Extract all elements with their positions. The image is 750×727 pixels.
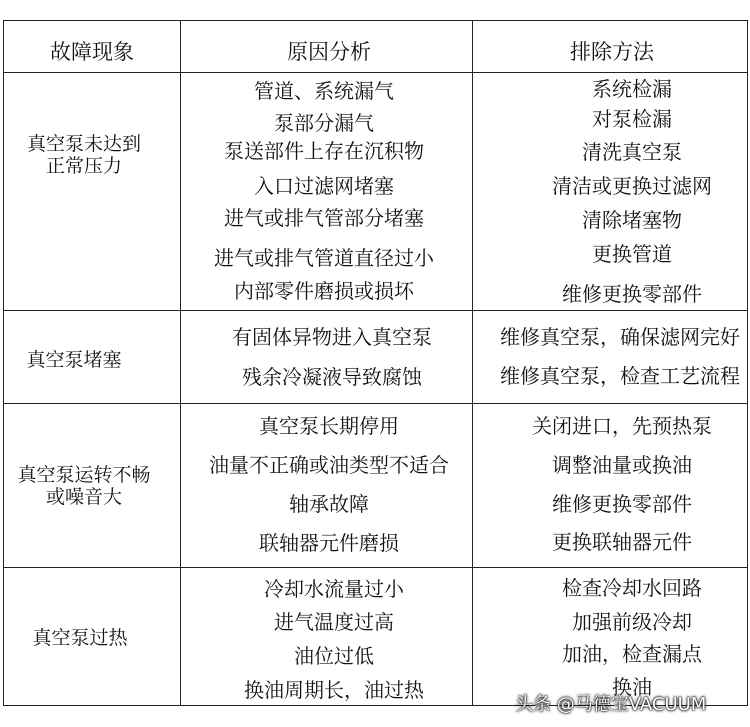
cause-item: 油量不正确或油类型不适合 [209, 453, 449, 477]
symptom-row3-line1: 真空泵运转不畅 [17, 464, 151, 486]
symptom-row1-line1: 真空泵未达到 [26, 133, 142, 155]
fix-item: 维修真空泵，确保滤网完好 [500, 325, 740, 349]
cause-item: 冷却水流量过小 [264, 577, 404, 601]
column-divider [180, 21, 181, 705]
header-cause: 原因分析 [287, 40, 371, 64]
fix-item: 清除堵塞物 [582, 208, 682, 232]
header-divider [4, 72, 747, 73]
fix-item: 清洁或更换过滤网 [552, 174, 712, 198]
fix-item: 换油 [612, 675, 652, 699]
fix-item: 更换联轴器元件 [552, 530, 692, 554]
fix-item: 加强前级冷却 [572, 610, 692, 634]
symptom-row2: 真空泵堵塞 [26, 349, 122, 371]
fix-item: 对泵检漏 [592, 107, 672, 131]
cause-item: 泵送部件上存在沉积物 [224, 139, 424, 163]
fix-item: 系统检漏 [592, 77, 672, 101]
cause-item: 内部零件磨损或损坏 [234, 279, 414, 303]
fix-item: 检查冷却水回路 [562, 576, 702, 600]
cause-item: 入口过滤网堵塞 [254, 174, 394, 198]
cause-item: 真空泵长期停用 [259, 414, 399, 438]
row-divider [4, 403, 747, 404]
fix-item: 清洗真空泵 [582, 140, 682, 164]
column-divider [472, 21, 473, 705]
fix-item: 维修更换零部件 [562, 282, 702, 306]
fix-item: 维修真空泵，检查工艺流程 [500, 364, 740, 388]
fault-table [3, 20, 748, 706]
watermark: 头条 @马德宝VACUUM [515, 694, 707, 715]
header-symptom: 故障现象 [50, 40, 134, 64]
cause-item: 进气或排气管道直径过小 [214, 246, 434, 270]
symptom-row4: 真空泵过热 [32, 627, 128, 649]
cause-item: 联轴器元件磨损 [259, 531, 399, 555]
symptom-row1-line2: 正常压力 [45, 155, 123, 177]
cause-item: 油位过低 [294, 644, 374, 668]
row-divider [4, 310, 747, 311]
cause-item: 进气温度过高 [274, 610, 394, 634]
symptom-row3-line2: 或噪音大 [45, 486, 123, 508]
cause-item: 管道、系统漏气 [254, 79, 394, 103]
cause-item: 残余冷凝液导致腐蚀 [242, 365, 422, 389]
header-fix: 排除方法 [570, 40, 654, 64]
row-divider [4, 567, 747, 568]
fix-item: 调整油量或换油 [552, 453, 692, 477]
fix-item: 关闭进口，先预热泵 [532, 414, 712, 438]
cause-item: 换油周期长，油过热 [244, 678, 424, 702]
cause-item: 有固体异物进入真空泵 [232, 325, 432, 349]
cause-item: 轴承故障 [289, 492, 369, 516]
cause-item: 进气或排气管部分堵塞 [224, 206, 424, 230]
fix-item: 维修更换零部件 [552, 492, 692, 516]
fix-item: 更换管道 [592, 242, 672, 266]
cause-item: 泵部分漏气 [274, 111, 374, 135]
fix-item: 加油，检查漏点 [562, 642, 702, 666]
